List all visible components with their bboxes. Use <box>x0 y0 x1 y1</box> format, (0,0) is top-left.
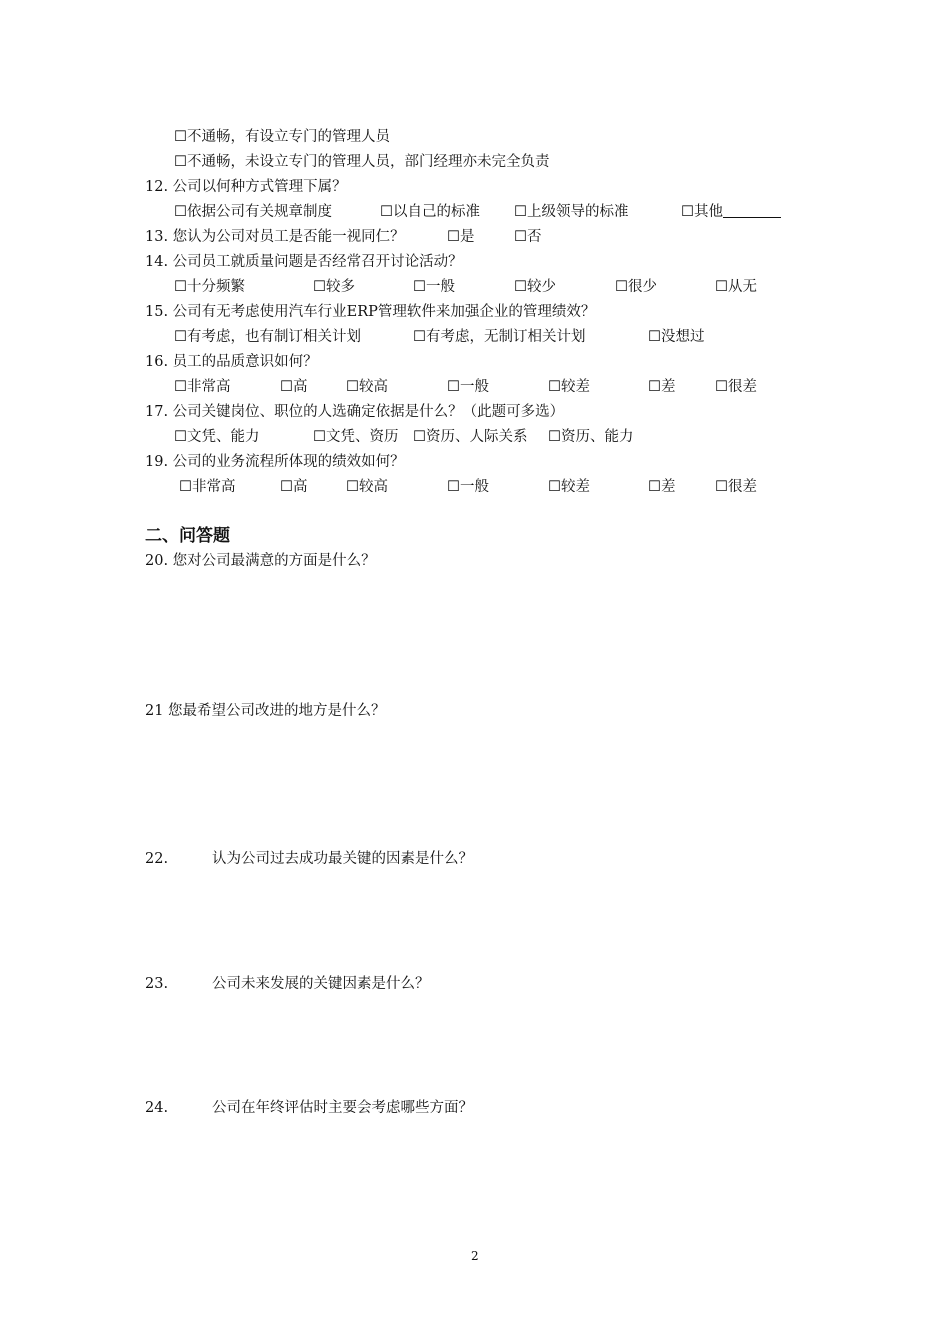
q14-option-very-frequent[interactable]: ☐十分频繁 <box>174 279 245 295</box>
question-17: 17. 公司关键岗位、职位的人选确定依据是什么？（此题可多选） <box>145 404 565 420</box>
section-heading: 二、问答题 <box>145 526 230 546</box>
q14-option-average[interactable]: ☐一般 <box>413 279 455 295</box>
question-24: 公司在年终评估时主要会考虑哪些方面？ <box>212 1100 473 1116</box>
question-20: 20. 您对公司最满意的方面是什么？ <box>145 553 376 569</box>
q12-option-own-standard[interactable]: ☐以自己的标准 <box>380 204 480 220</box>
question-21: 21 您最希望公司改进的地方是什么？ <box>145 703 386 719</box>
option-not-smooth-no-manager[interactable]: ☐不通畅，未设立专门的管理人员，部门经理亦未完全负责 <box>174 154 550 170</box>
q15-option-considered-planned[interactable]: ☐有考虑，也有制订相关计划 <box>174 329 361 345</box>
q14-option-never[interactable]: ☐从无 <box>715 279 757 295</box>
page-number: 2 <box>471 1249 479 1263</box>
option-not-smooth-with-manager[interactable]: ☐不通畅，有设立专门的管理人员 <box>174 129 390 145</box>
question-14: 14. 公司员工就质量问题是否经常召开讨论活动？ <box>145 254 463 270</box>
q19-option-fairly-high[interactable]: ☐较高 <box>346 479 388 495</box>
q16-option-poor[interactable]: ☐差 <box>648 379 676 395</box>
question-23-number: 23. <box>145 976 169 992</box>
q16-option-very-high[interactable]: ☐非常高 <box>174 379 231 395</box>
q19-option-very-poor[interactable]: ☐很差 <box>715 479 757 495</box>
question-19: 19. 公司的业务流程所体现的绩效如何？ <box>145 454 405 470</box>
q16-option-average[interactable]: ☐一般 <box>447 379 489 395</box>
q16-option-fairly-high[interactable]: ☐较高 <box>346 379 388 395</box>
q17-option-seniority-ability[interactable]: ☐资历、能力 <box>548 429 634 445</box>
q19-option-very-high[interactable]: ☐非常高 <box>179 479 236 495</box>
question-23: 公司未来发展的关键因素是什么？ <box>212 976 430 992</box>
q17-option-diploma-ability[interactable]: ☐文凭、能力 <box>174 429 260 445</box>
question-15: 15. 公司有无考虑使用汽车行业ERP管理软件来加强企业的管理绩效？ <box>145 304 596 320</box>
question-24-number: 24. <box>145 1100 169 1116</box>
q16-option-high[interactable]: ☐高 <box>280 379 308 395</box>
fill-in-blank[interactable] <box>723 203 781 218</box>
q19-option-average[interactable]: ☐一般 <box>447 479 489 495</box>
q14-option-often[interactable]: ☐较多 <box>313 279 355 295</box>
q13-option-yes[interactable]: ☐是 <box>447 229 475 245</box>
q15-option-considered-no-plan[interactable]: ☐有考虑，无制订相关计划 <box>413 329 586 345</box>
q12-option-other[interactable] <box>681 202 781 222</box>
question-12: 12. 公司以何种方式管理下属？ <box>145 179 347 195</box>
q14-option-rarely[interactable]: ☐很少 <box>615 279 657 295</box>
q17-option-seniority-relations[interactable]: ☐资历、人际关系 <box>413 429 528 445</box>
q15-option-never-thought[interactable]: ☐没想过 <box>648 329 705 345</box>
question-16: 16. 员工的品质意识如何？ <box>145 354 318 370</box>
q17-option-diploma-seniority[interactable]: ☐文凭、资历 <box>313 429 399 445</box>
q16-option-fairly-poor[interactable]: ☐较差 <box>548 379 590 395</box>
q12-option-rules[interactable]: ☐依据公司有关规章制度 <box>174 204 332 220</box>
q13-option-no[interactable]: ☐否 <box>514 229 542 245</box>
q19-option-poor[interactable]: ☐差 <box>648 479 676 495</box>
question-22: 认为公司过去成功最关键的因素是什么？ <box>212 851 473 867</box>
q12-option-other-label: ☐其他 <box>681 204 723 220</box>
q16-option-very-poor[interactable]: ☐很差 <box>715 379 757 395</box>
q19-option-high[interactable]: ☐高 <box>280 479 308 495</box>
question-22-number: 22. <box>145 851 169 867</box>
q12-option-leader-standard[interactable]: ☐上级领导的标准 <box>514 204 629 220</box>
question-13: 13. 您认为公司对员工是否能一视同仁？ <box>145 229 405 245</box>
q14-option-less[interactable]: ☐较少 <box>514 279 556 295</box>
q19-option-fairly-poor[interactable]: ☐较差 <box>548 479 590 495</box>
